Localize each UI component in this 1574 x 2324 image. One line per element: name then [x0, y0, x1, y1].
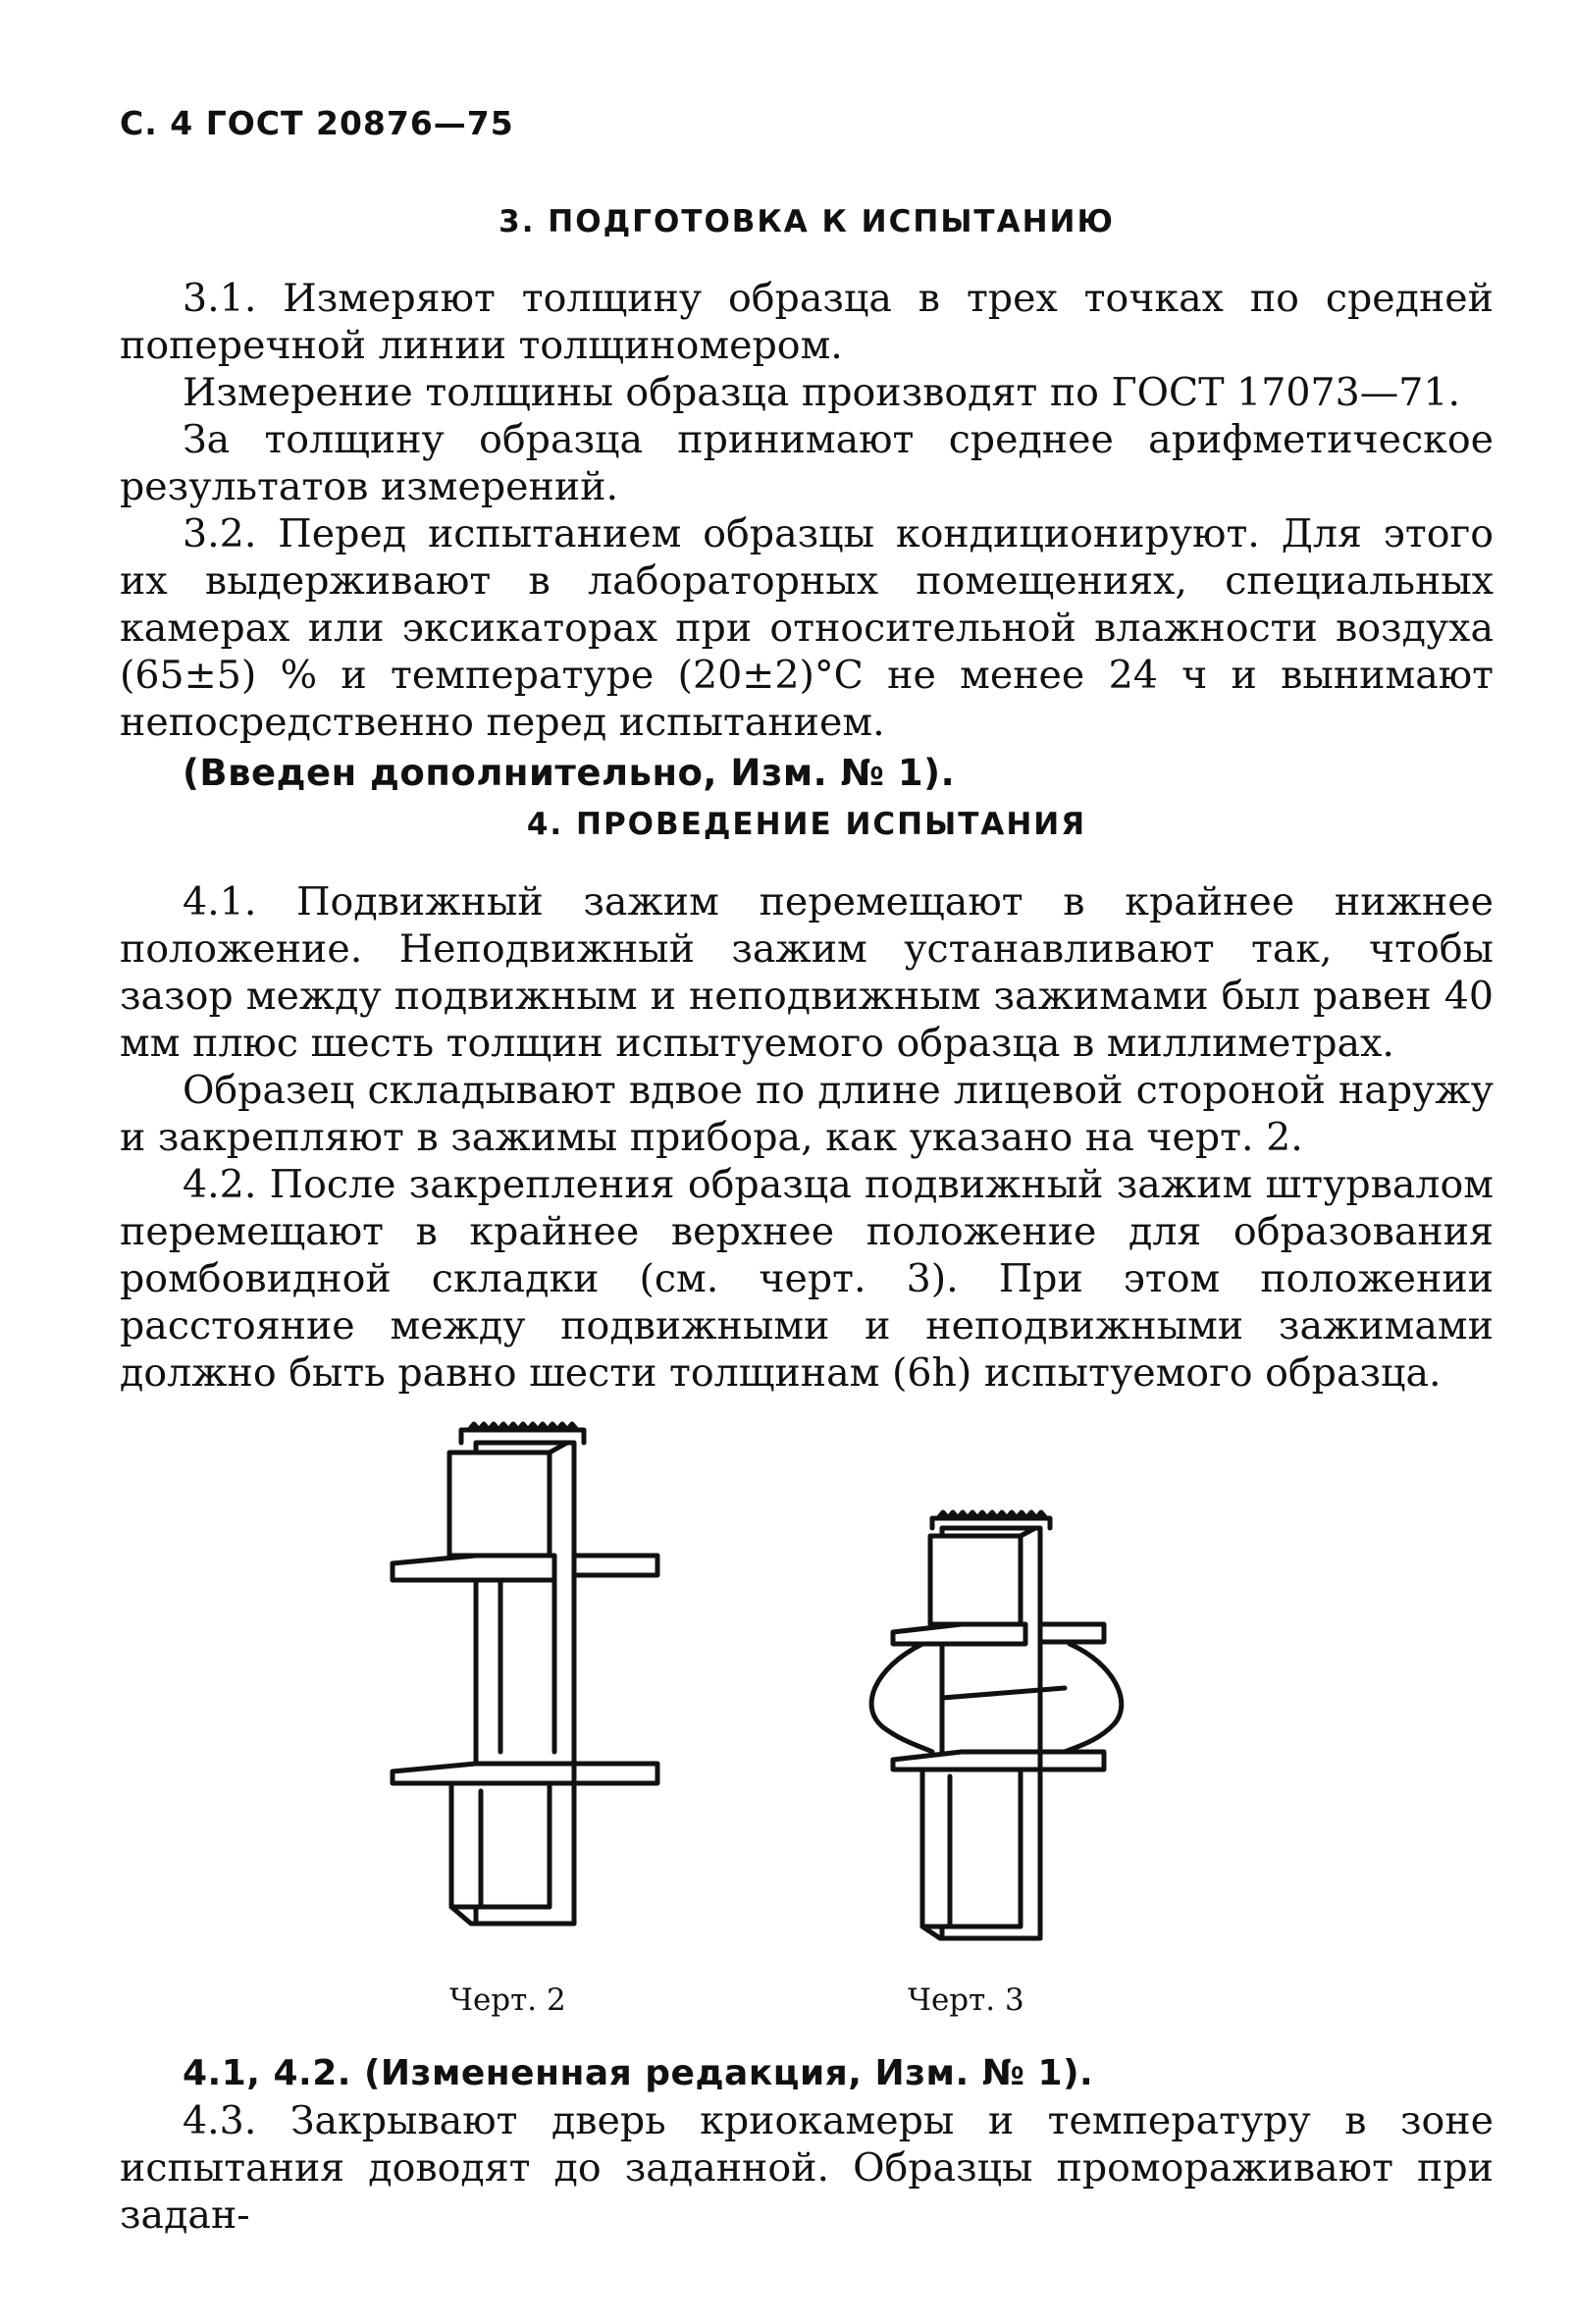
- amendment-note-3: (Введен дополнительно, Изм. № 1).: [183, 752, 956, 794]
- clamp-figure-3: [864, 1506, 1178, 1968]
- paragraph-4-1: 4.1. Подвижный зажим перемещают в крайнее нижнее положение. Неподвижный зажим устанавливают так, чтобы зазор между подвижным и неподвижным зажимами был равен 40 мм плюс шесть толщин испытуемого образца в миллиметрах.: [120, 879, 1494, 1066]
- amendment-note-4: 4.1, 4.2. (Измененная редакция, Изм. № 1).: [183, 2053, 1094, 2093]
- figure-2-caption: Черт. 2: [449, 1982, 566, 2018]
- page-header: С. 4 ГОСТ 20876—75: [120, 104, 514, 142]
- fold-right: [1065, 1644, 1122, 1752]
- lower-flange: [893, 1752, 1040, 1769]
- upper-flange: [393, 1556, 554, 1580]
- paragraph-4-1-sample: Образец складывают вдвое по длине лицевой стороной наружу и закрепляют в зажимы прибора, как указано на черт. 2.: [120, 1068, 1494, 1160]
- section-3-body: [120, 275, 1494, 797]
- section-3-title: 3. ПОДГОТОВКА К ИСПЫТАНИЮ: [498, 204, 1115, 239]
- paragraph-3-1-measure: Измерение толщины образца производят по ГОСТ 17073—71.: [183, 370, 1461, 415]
- upper-flange-right: [574, 1556, 657, 1575]
- upper-clamp-block: [449, 1452, 550, 1556]
- upper-flange: [893, 1624, 1025, 1644]
- paragraph-4-2: 4.2. После закрепления образца подвижный зажим штурвалом перемещают в крайнее верхнее положение для образования ромбовидной складки (см. черт. 3). При этом положении расстояние между подвижными и неподвижными зажимами должно быть равно шести толщинам (6h) испытуемого образца.: [120, 1162, 1494, 1396]
- figure-3-caption: Черт. 3: [908, 1982, 1024, 2018]
- section-4-continued: [120, 2046, 1494, 2239]
- upper-flange-right: [1040, 1624, 1104, 1642]
- fold-left: [871, 1644, 932, 1752]
- upper-clamp-block: [930, 1536, 1021, 1624]
- lower-flange-right: [1040, 1752, 1104, 1769]
- clamp-figure-2: [363, 1418, 687, 1968]
- section-4-body: [120, 878, 1494, 1397]
- lower-flange: [393, 1764, 574, 1783]
- paragraph-3-2: 3.2. Перед испытанием образцы кондиционируют. Для этого их выдерживают в лабораторных помещениях, специальных камерах или эксикаторах при относительной влажности воздуха (65±5) % и температуре (20±2)°С не менее 24 ч и вынимают непосредственно перед испытанием.: [120, 511, 1494, 745]
- section-4-title: 4. ПРОВЕДЕНИЕ ИСПЫТАНИЯ: [526, 807, 1087, 842]
- paragraph-3-1-average: За толщину образца принимают среднее арифметическое результатов измерений.: [120, 417, 1494, 509]
- lower-clamp-block: [922, 1769, 1021, 1927]
- lower-clamp-block: [451, 1783, 550, 1907]
- lower-flange-right: [574, 1764, 657, 1783]
- paragraph-3-1: 3.1. Измеряют толщину образца в трех точках по средней поперечной линии толщиномером.: [120, 276, 1494, 368]
- paragraph-4-3: 4.3. Закрывают дверь криокамеры и температуру в зоне испытания доводят до заданной. Образцы промораживают при задан-: [120, 2098, 1494, 2238]
